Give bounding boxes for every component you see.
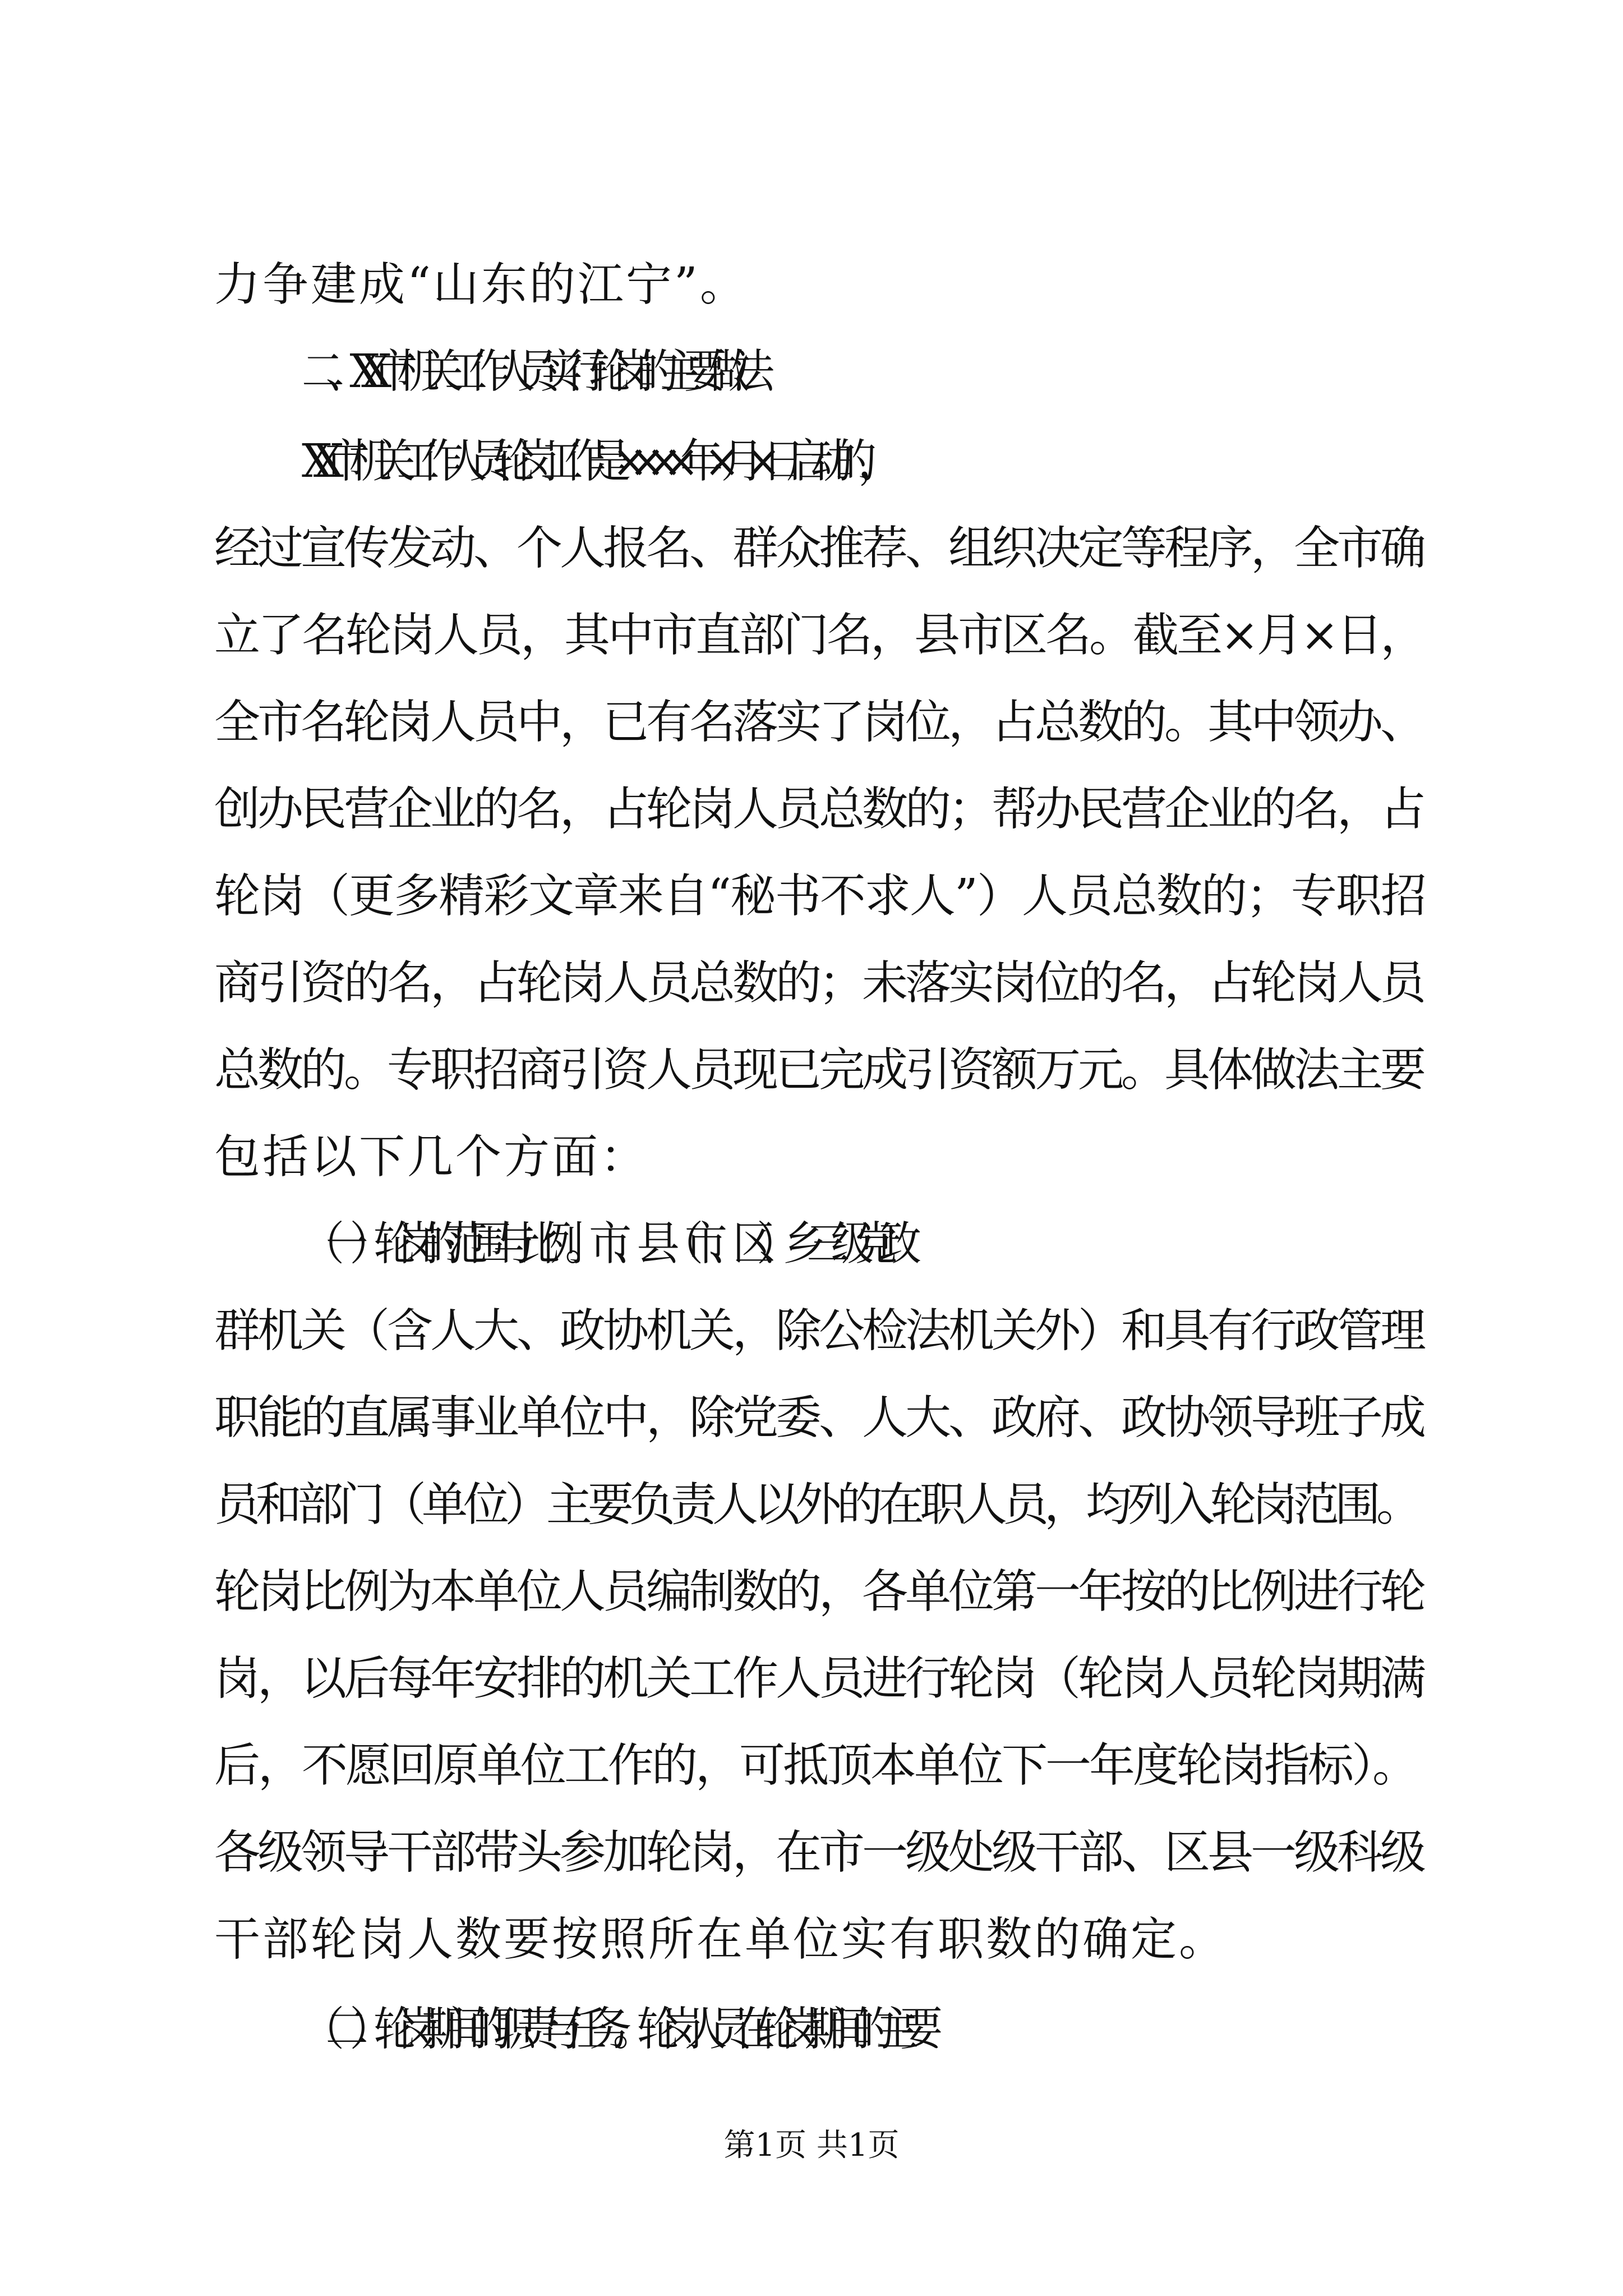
text-line: 包括以下几个方面： xyxy=(214,1130,649,1184)
text-line: 经过宣传发动、个人报名、群众推荐、组织决定等程序，全市确 xyxy=(214,522,1424,575)
text-line: 各级领导干部带头参加轮岗，在市一级处级干部、区县一级科级 xyxy=(214,1826,1424,1879)
text-line: 创办民营企业的名，占轮岗人员总数的；帮办民营企业的名，占 xyxy=(214,783,1424,836)
text-line: （二）轮岗期间的职责与任务。轮岗人员在轮岗期间的主要 xyxy=(302,2003,924,2056)
text-line: 轮岗（更多精彩文章来自“秘书不求人”）人员总数的；专职招 xyxy=(214,869,1426,923)
text-line: 员和部门（单位）主要负责人以外的在职人员，均列入轮岗范围。 xyxy=(214,1478,1418,1531)
text-line: XX市机关工作人员轮岗工作是××××年×月×日启动的， xyxy=(302,435,882,488)
text-line: 商引资的名，占轮岗人员总数的；未落实岗位的名，占轮岗人员 xyxy=(214,956,1424,1010)
text-line: 力争建成“山东的江宁”。 xyxy=(214,258,748,311)
section-heading: 二、XX市机关工作人员实行轮岗的主要做法 xyxy=(302,345,756,398)
text-line: 岗，以后每年安排的机关工作人员进行轮岗（轮岗人员轮岗期满 xyxy=(214,1652,1424,1705)
text-line: 轮岗比例为本单位人员编制数的，各单位第一年按的比例进行轮 xyxy=(214,1565,1424,1618)
text-line: 全市名轮岗人员中，已有名落实了岗位，占总数的。其中领办、 xyxy=(214,696,1424,749)
text-line: 群机关（含人大、政协机关，除公检法机关外）和具有行政管理 xyxy=(214,1304,1424,1358)
text-line: 后，不愿回原单位工作的，可抵顶本单位下一年度轮岗指标）。 xyxy=(214,1739,1417,1792)
page-number-footer: 第1页 共1页 xyxy=(723,2127,900,2164)
text-line: （一）轮岗的范围与比例。市、县（市、区）、乡三级党政 xyxy=(302,1217,903,1271)
text-line: 职能的直属事业单位中，除党委、人大、政府、政协领导班子成 xyxy=(214,1391,1424,1444)
text-line: 总数的。专职招商引资人员现已完成引资额万元。具体做法主要 xyxy=(214,1043,1424,1097)
text-line: 干部轮岗人数要按照所在单位实有职数的确定。 xyxy=(214,1913,1228,1966)
text-line: 立了名轮岗人员，其中市直部门名，县市区名。截至×月×日， xyxy=(214,609,1424,662)
